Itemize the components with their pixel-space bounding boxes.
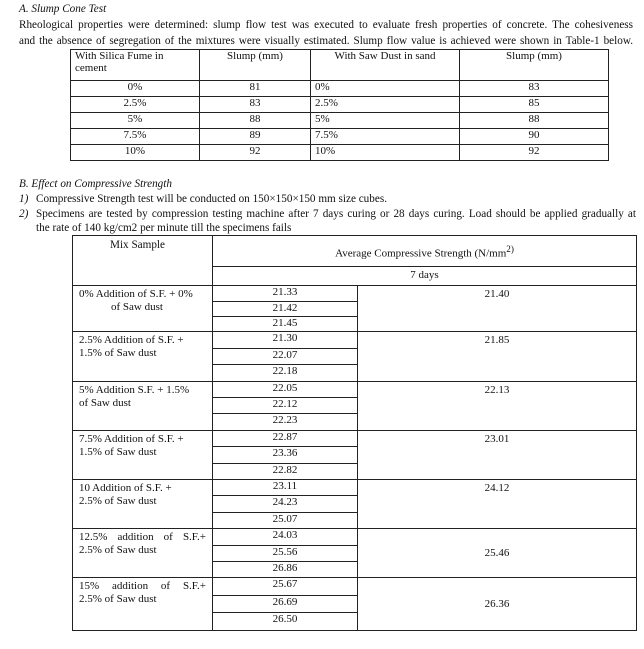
mix-word: 15% [79, 580, 100, 593]
value-cell: 24.03 [213, 529, 358, 545]
slump-table [70, 49, 609, 161]
cell-slump-sd: 83 [460, 81, 609, 97]
list-number-2: 2) [19, 208, 29, 220]
value-cell: 22.82 [213, 463, 358, 479]
mix-line1: 7.5% Addition of S.F. + [79, 432, 184, 445]
table-row [71, 145, 609, 161]
mix-line1: 10 Addition of S.F. + [79, 482, 172, 495]
mix-line2: 1.5% of Saw dust [79, 445, 157, 458]
value-cell: 21.45 [213, 317, 358, 332]
list-item-1: Compressive Strength test will be conducted on 150×150×150 mm size cubes. [36, 193, 387, 205]
mix-line1: 2.5% Addition of S.F. + [79, 334, 184, 347]
cell-sf: 7.5% [71, 129, 200, 145]
mix-line1 [79, 580, 206, 593]
mix-line2: 2.5% of Saw dust [79, 495, 157, 508]
cell-sd: 7.5% [311, 129, 460, 145]
value-cell: 24.23 [213, 496, 358, 512]
header-average [213, 236, 637, 267]
value-cell: 22.87 [213, 430, 358, 446]
cell-slump-sf: 92 [200, 145, 311, 161]
mix-line2: 2.5% of Saw dust [79, 593, 157, 606]
mix-line1: 5% Addition S.F. + 1.5% [79, 383, 190, 396]
section-b-heading: B. Effect on Compressive Strength [19, 178, 172, 190]
header-slump-sf: Slump (mm) [200, 50, 311, 81]
average-cell: 24.12 [358, 480, 637, 529]
cell-slump-sf: 81 [200, 81, 311, 97]
mix-word: of [163, 531, 173, 544]
value-cell: 25.07 [213, 512, 358, 528]
cell-slump-sf: 89 [200, 129, 311, 145]
mix-cell [73, 286, 213, 332]
cell-slump-sd: 85 [460, 97, 609, 113]
cell-slump-sf: 88 [200, 113, 311, 129]
value-cell: 21.42 [213, 301, 358, 316]
cell-sd: 5% [311, 113, 460, 129]
mix-cell [73, 529, 213, 578]
table-row [73, 286, 637, 301]
header-silica-fume-line1: With Silica Fume in [75, 50, 164, 62]
mix-line2: 1.5% of Saw dust [79, 347, 157, 360]
section-a-paragraph-line2: and the absence of segregation of the mixtures were visually estimated. Slump flow value is achieved were shown in Table-1 below. [19, 35, 633, 47]
header-days: 7 days [213, 266, 637, 285]
mix-line1 [79, 531, 206, 544]
mix-cell [73, 332, 213, 381]
average-cell: 26.36 [358, 578, 637, 631]
list-item-2-line1: Specimens are tested by compression testing machine after 7 days curing or 28 days curing. Load should be applied gradually at [36, 208, 636, 220]
value-cell: 22.05 [213, 381, 358, 397]
header-mix-sample: Mix Sample [110, 239, 166, 251]
table-row [71, 113, 609, 129]
list-number-1: 1) [19, 193, 29, 205]
header-mix-cell [73, 236, 213, 286]
value-cell: 21.33 [213, 286, 358, 301]
mix-word: 12.5% [79, 531, 108, 544]
value-cell: 22.07 [213, 348, 358, 364]
mix-cell [73, 578, 213, 631]
header-slump-sd: Slump (mm) [460, 50, 609, 81]
average-cell: 25.46 [358, 529, 637, 578]
cell-sd: 2.5% [311, 97, 460, 113]
mix-word: addition [112, 580, 149, 593]
list-item-2-line2: the rate of 140 kg/cm2 per minute till the specimens fails [36, 222, 292, 234]
mix-word: S.F.+ [182, 580, 206, 593]
cell-sf: 0% [71, 81, 200, 97]
compressive-strength-table [72, 235, 637, 631]
header-silica-fume [71, 50, 200, 81]
section-a-paragraph-line1: Rheological properties were determined: slump flow test was executed to evaluate fresh properties of concrete. The cohesiveness [19, 19, 633, 31]
value-cell: 22.23 [213, 414, 358, 430]
mix-cell [73, 381, 213, 430]
mix-line1: 0% Addition of S.F. + 0% [79, 288, 193, 301]
table-row [73, 529, 637, 545]
mix-word: of [160, 580, 171, 593]
header-saw-dust: With Saw Dust in sand [311, 50, 460, 81]
value-cell: 22.12 [213, 398, 358, 414]
value-cell: 25.56 [213, 545, 358, 561]
mix-cell [73, 430, 213, 479]
table-row [73, 332, 637, 348]
cell-sd: 0% [311, 81, 460, 97]
value-cell: 25.67 [213, 578, 358, 595]
value-cell: 26.69 [213, 595, 358, 612]
table-row [71, 129, 609, 145]
mix-line2: of Saw dust [111, 301, 163, 314]
table-row [71, 81, 609, 97]
cell-slump-sd: 92 [460, 145, 609, 161]
table-row [71, 97, 609, 113]
value-cell: 26.86 [213, 562, 358, 578]
table-row [73, 381, 637, 397]
cell-slump-sd: 88 [460, 113, 609, 129]
header-average-sup: 2) [506, 244, 514, 254]
value-cell: 26.50 [213, 613, 358, 631]
average-cell: 21.85 [358, 332, 637, 381]
section-a-heading: A. Slump Cone Test [19, 3, 107, 15]
cs-header-row [73, 236, 637, 267]
average-cell: 22.13 [358, 381, 637, 430]
cell-sf: 2.5% [71, 97, 200, 113]
table-row [73, 578, 637, 595]
cell-sf: 5% [71, 113, 200, 129]
cell-slump-sf: 83 [200, 97, 311, 113]
value-cell: 21.30 [213, 332, 358, 348]
cell-slump-sd: 90 [460, 129, 609, 145]
slump-table-header-row [71, 50, 609, 81]
mix-word: S.F.+ [182, 531, 206, 544]
header-silica-fume-line2: cement [75, 62, 107, 74]
value-cell: 23.11 [213, 480, 358, 496]
value-cell: 23.36 [213, 447, 358, 463]
value-cell: 22.18 [213, 365, 358, 381]
cell-sd: 10% [311, 145, 460, 161]
average-cell: 21.40 [358, 286, 637, 332]
mix-line2: of Saw dust [79, 396, 131, 409]
average-cell: 23.01 [358, 430, 637, 479]
mix-cell [73, 480, 213, 529]
mix-line2: 2.5% of Saw dust [79, 544, 157, 557]
table-row [73, 480, 637, 496]
header-average-text: Average Compressive Strength (N/mm [335, 247, 507, 260]
cell-sf: 10% [71, 145, 200, 161]
table-row [73, 430, 637, 446]
mix-word: addition [117, 531, 154, 544]
